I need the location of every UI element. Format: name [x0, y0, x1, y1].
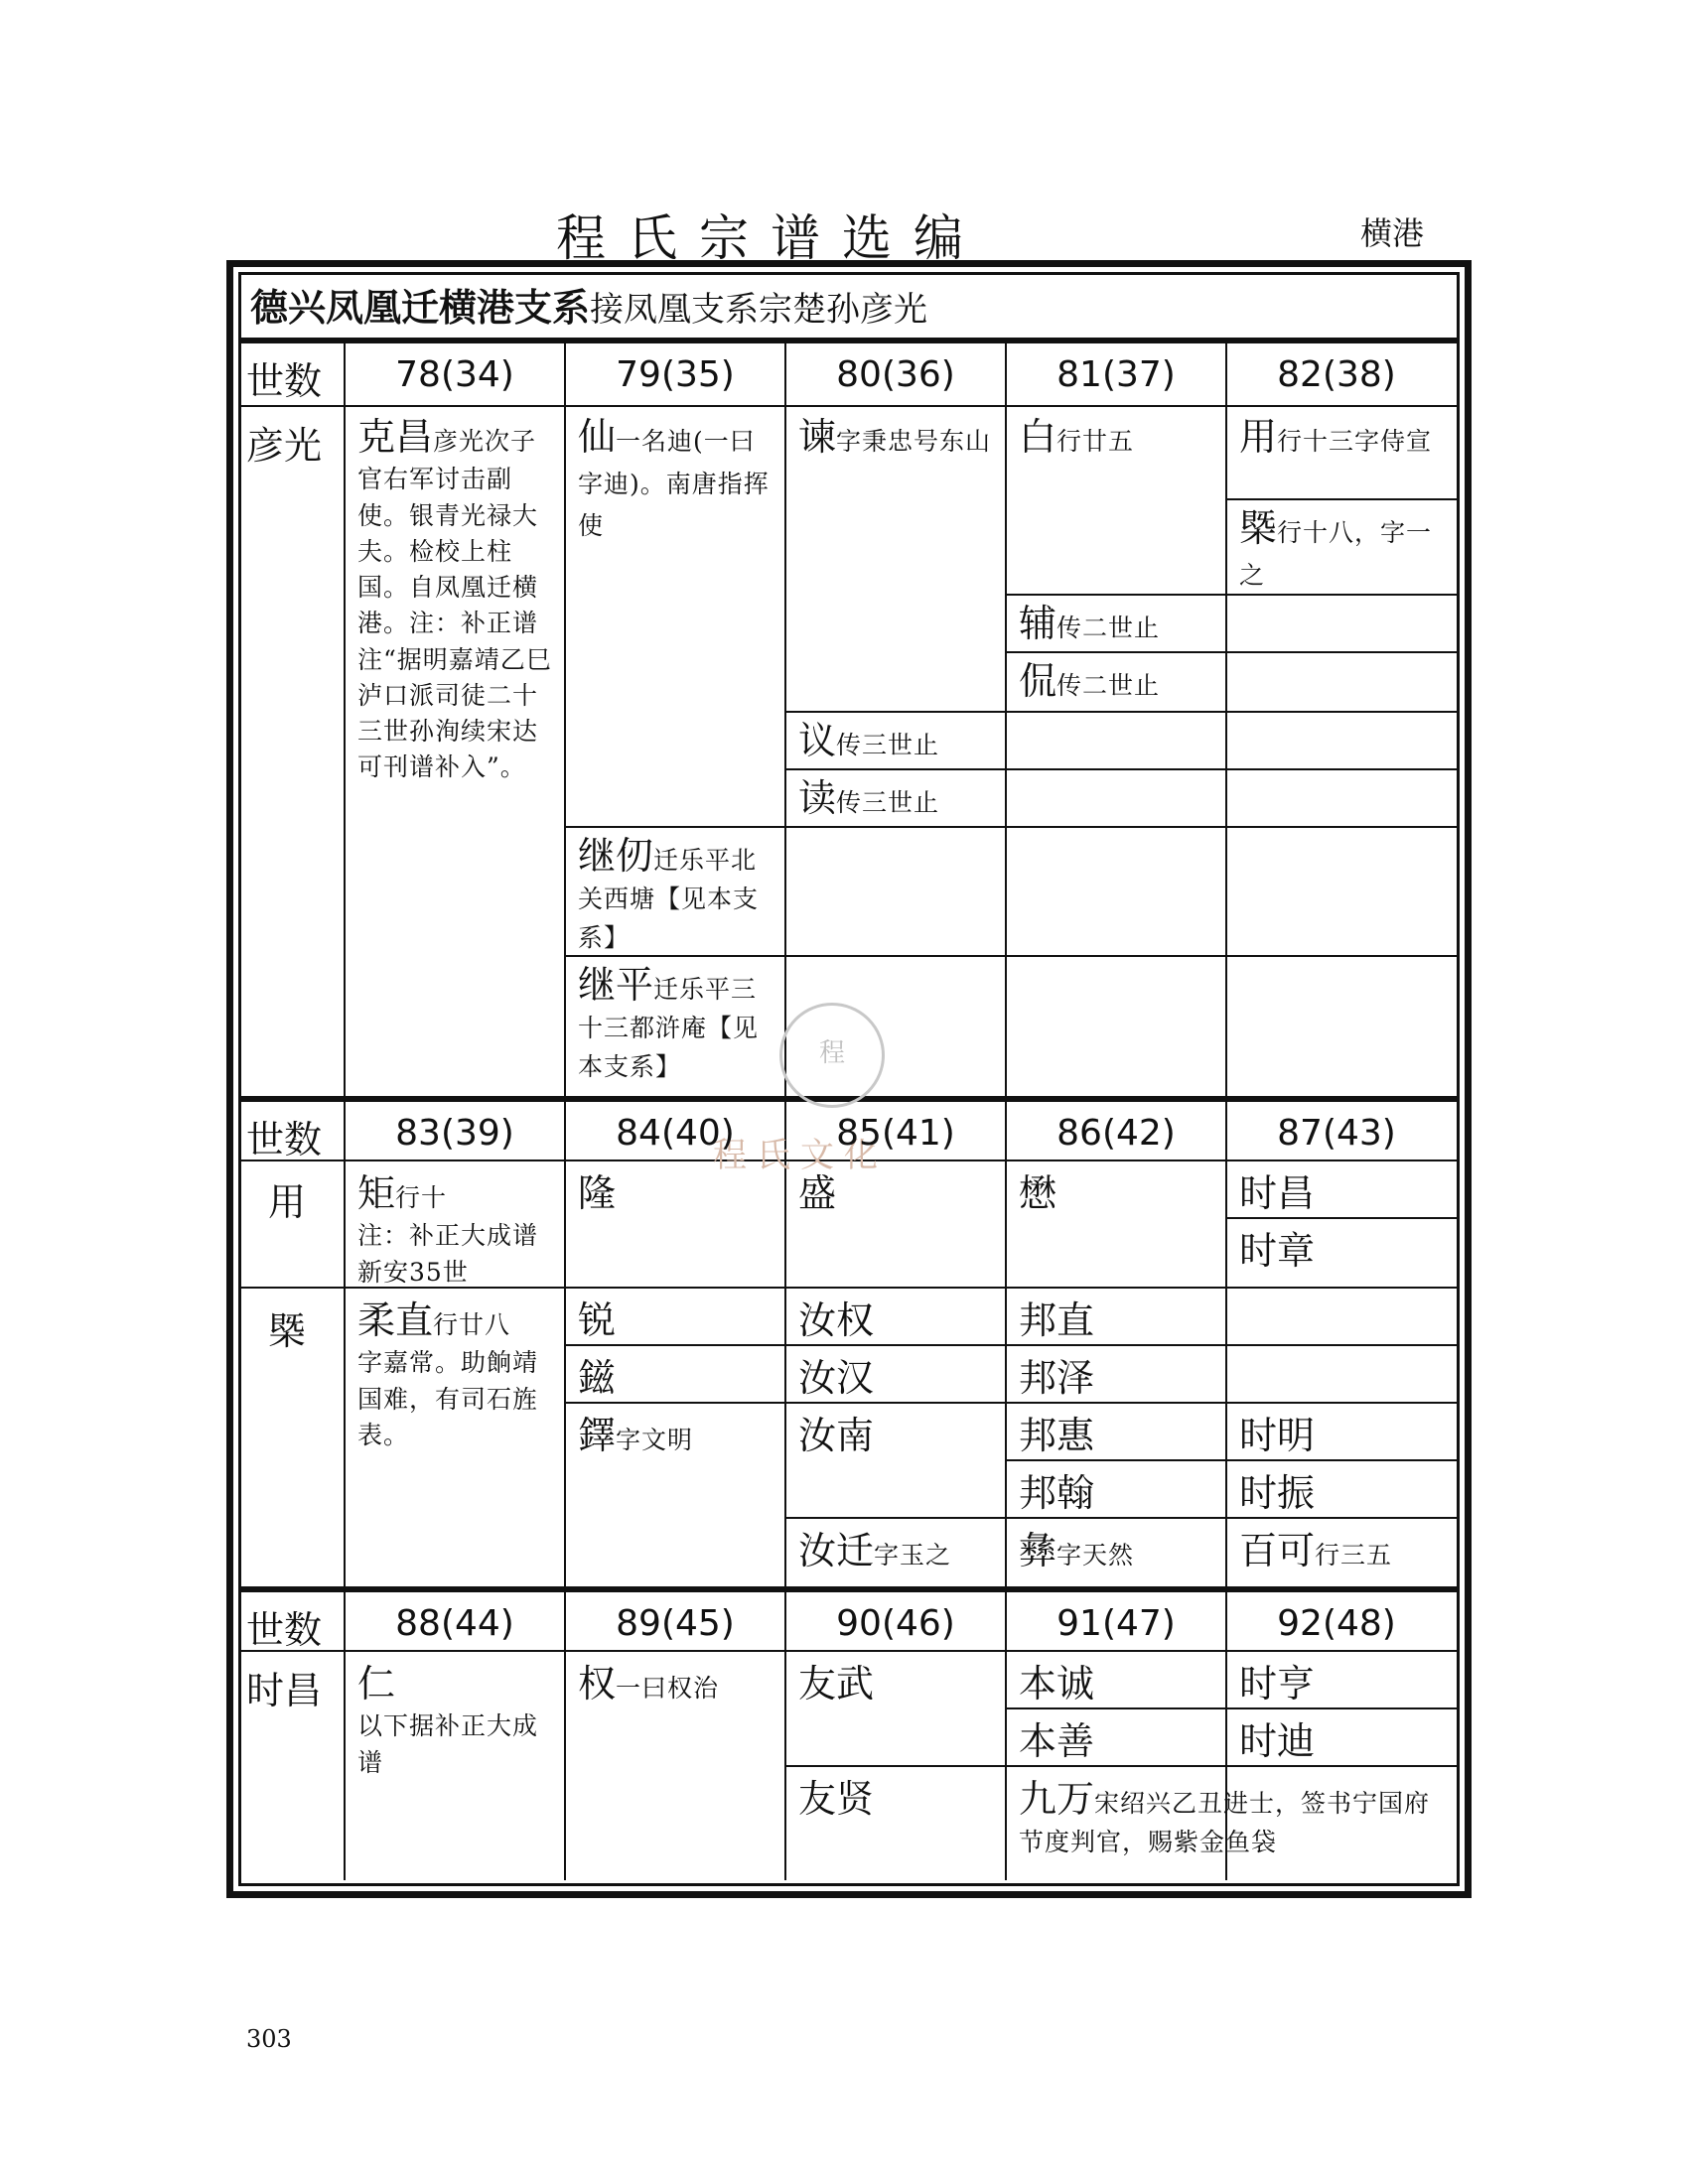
page-title: 程氏宗谱选编 — [556, 209, 985, 267]
person-name: 继平 — [578, 963, 654, 1007]
person-note: 迁乐平北关西塘【见本支系】 — [578, 846, 760, 953]
generation-label: 世数 — [246, 1608, 323, 1652]
person-name: 汝南 — [798, 1414, 875, 1457]
person-note: 传二世止 — [1056, 614, 1161, 642]
person-name: 友贤 — [798, 1777, 875, 1821]
person-cell — [1019, 657, 1217, 706]
person-name: 汝汉 — [798, 1356, 875, 1400]
generation-header: 87(43) — [1277, 1113, 1396, 1154]
rule — [784, 343, 786, 1096]
person-note: 行十 — [395, 1183, 448, 1212]
rule — [784, 768, 1460, 770]
person-name: 邦惠 — [1019, 1414, 1095, 1457]
ancestor-name: 时昌 — [246, 1669, 323, 1712]
person-note: 迁乐平三十三都浒庵【见本支系】 — [578, 975, 760, 1082]
person-name: 懋 — [1019, 1171, 1057, 1215]
person-name: 柔直 — [357, 1298, 434, 1342]
person-cell — [357, 413, 556, 786]
person-cell — [798, 717, 997, 765]
person-name: 友武 — [798, 1662, 875, 1706]
person-note: 一曰权治 — [616, 1674, 720, 1703]
person-cell — [357, 1297, 556, 1453]
person-name: 仙 — [578, 415, 617, 459]
rule — [1225, 343, 1227, 1096]
rule — [564, 1344, 1460, 1346]
person-name: 继仞 — [578, 834, 654, 878]
generation-header: 91(47) — [1056, 1603, 1176, 1644]
person-cell — [1019, 600, 1217, 648]
person-name: 时昌 — [1239, 1171, 1316, 1215]
rule — [238, 338, 1460, 343]
person-note: 字文明 — [616, 1426, 694, 1454]
person-name: 用 — [1239, 415, 1278, 459]
person-name: 时章 — [1239, 1229, 1316, 1273]
person-cell — [578, 832, 776, 958]
person-note: 行廿五 — [1056, 427, 1135, 456]
generation-header: 86(42) — [1056, 1113, 1176, 1154]
person-cell — [798, 413, 997, 464]
rule — [564, 343, 566, 1096]
rule — [238, 405, 1460, 407]
seal-stamp: 程 — [779, 1003, 885, 1108]
person-name: 锐 — [578, 1298, 617, 1342]
person-name: 时明 — [1239, 1414, 1316, 1457]
rule — [1225, 498, 1460, 500]
person-name: 槩 — [1239, 506, 1278, 550]
person-name: 本善 — [1019, 1719, 1095, 1763]
person-cell — [1019, 413, 1217, 462]
person-cell — [578, 1660, 776, 1708]
ancestor-name: 用 — [268, 1180, 307, 1224]
ancestor-name: 彦光 — [246, 424, 323, 468]
person-cell — [357, 1660, 556, 1781]
generation-label: 世数 — [246, 1118, 323, 1161]
person-note: 一名迪(一曰字迪)。南唐指挥使 — [578, 427, 770, 540]
person-cell — [1239, 504, 1448, 597]
branch-note: 接凤凰支系宗楚孙彦光 — [590, 290, 928, 330]
rule — [344, 1102, 346, 1586]
rule — [238, 1650, 1460, 1652]
person-name: 侃 — [1019, 659, 1057, 703]
rule — [344, 343, 346, 1096]
generation-header: 92(48) — [1277, 1603, 1396, 1644]
person-note: 彦光次子 — [433, 427, 537, 456]
person-name: 克昌 — [357, 415, 434, 459]
person-name: 隆 — [578, 1171, 617, 1215]
person-name: 谏 — [798, 415, 837, 459]
person-note: 字玉之 — [874, 1541, 952, 1570]
person-cell — [1019, 1775, 1448, 1862]
table-header — [250, 283, 927, 332]
person-cell — [798, 1527, 997, 1575]
person-name: 百可 — [1239, 1529, 1316, 1572]
person-cell — [1239, 413, 1448, 464]
person-cell — [798, 774, 997, 823]
person-body: 注：补正大成谱新安35世 — [357, 1221, 539, 1287]
person-name: 议 — [798, 719, 837, 762]
person-name: 读 — [798, 776, 837, 820]
generation-header: 89(45) — [616, 1603, 735, 1644]
person-body: 以下据补正大成谱 — [357, 1711, 539, 1777]
generation-header: 83(39) — [395, 1113, 514, 1154]
generation-header: 85(41) — [836, 1113, 955, 1154]
person-name: 鎡 — [578, 1356, 617, 1400]
person-name: 鐸 — [578, 1414, 617, 1457]
page-number: 303 — [246, 2025, 292, 2053]
generation-header: 88(44) — [395, 1603, 514, 1644]
person-cell — [578, 413, 776, 548]
generation-label: 世数 — [246, 359, 323, 403]
person-name: 彝 — [1019, 1529, 1057, 1572]
person-cell — [578, 1412, 776, 1460]
person-note: 宋绍兴乙丑进士，签书宁国府节度判官，赐紫金鱼袋 — [1019, 1789, 1431, 1857]
person-note: 传二世止 — [1056, 671, 1161, 700]
rule — [784, 1517, 1460, 1519]
page-tag: 横港 — [1360, 214, 1425, 252]
rule — [238, 1586, 1460, 1592]
generation-header: 90(46) — [836, 1603, 955, 1644]
person-name: 盛 — [798, 1171, 837, 1215]
generation-header: 79(35) — [616, 354, 735, 395]
person-cell — [357, 1169, 556, 1291]
generation-header: 81(37) — [1056, 354, 1176, 395]
person-cell — [578, 961, 776, 1087]
branch-title: 德兴凤凰迁横港支系 — [250, 285, 591, 330]
generation-header: 82(38) — [1277, 354, 1396, 395]
generation-header: 80(36) — [836, 354, 955, 395]
person-name: 汝迁 — [798, 1529, 875, 1572]
person-note: 字秉忠号东山 — [836, 427, 992, 456]
rule — [564, 1402, 1460, 1404]
person-name: 时振 — [1239, 1471, 1316, 1515]
watermark-text: 程氏文化 — [713, 1136, 888, 1175]
ancestor-name: 槩 — [268, 1309, 307, 1353]
person-note: 字天然 — [1056, 1541, 1135, 1570]
person-name: 白 — [1019, 415, 1057, 459]
rule — [1005, 343, 1007, 1096]
person-name: 矩 — [357, 1171, 396, 1215]
person-note: 行十八，字一之 — [1239, 518, 1433, 590]
person-name: 邦直 — [1019, 1298, 1095, 1342]
rule — [784, 711, 1460, 713]
person-body: 官右军讨击副使。银青光禄大夫。检校上柱国。自凤凰迁横港。注：补正谱注“据明嘉靖乙巳泸口派司徒二十三世孙洵续宋达可刊谱补入”。 — [357, 465, 552, 782]
person-name: 邦翰 — [1019, 1471, 1095, 1515]
rule — [784, 1765, 1460, 1767]
person-name: 辅 — [1019, 602, 1057, 645]
person-name: 仁 — [357, 1662, 396, 1706]
person-note: 传三世止 — [836, 731, 940, 759]
person-name: 邦泽 — [1019, 1356, 1095, 1400]
person-name: 汝权 — [798, 1298, 875, 1342]
person-note: 传三世止 — [836, 788, 940, 817]
person-cell — [1239, 1527, 1448, 1575]
person-cell — [1019, 1527, 1217, 1575]
person-name: 时迪 — [1239, 1719, 1316, 1763]
person-note: 行十三字侍宣 — [1277, 427, 1433, 456]
person-name: 本诚 — [1019, 1662, 1095, 1706]
person-note: 行三五 — [1315, 1541, 1393, 1570]
person-note: 行廿八 — [433, 1310, 511, 1339]
rule — [564, 826, 1460, 828]
person-body: 字嘉常。助餉靖国难，有司石旌表。 — [357, 1348, 539, 1449]
generation-header: 84(40) — [616, 1113, 735, 1154]
person-name: 权 — [578, 1662, 617, 1706]
rule — [1005, 651, 1460, 653]
generation-header: 78(34) — [395, 354, 514, 395]
person-name: 九万 — [1019, 1777, 1095, 1821]
person-name: 时亨 — [1239, 1662, 1316, 1706]
